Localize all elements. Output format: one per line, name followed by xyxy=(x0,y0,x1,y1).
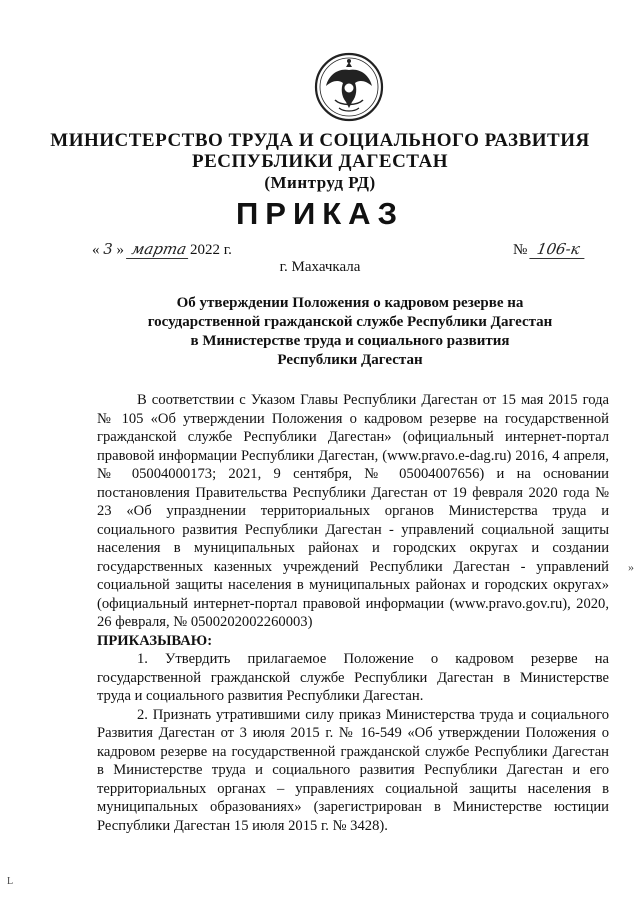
document-body xyxy=(97,391,609,835)
subject-line: в Министерстве труда и социального развития xyxy=(190,333,510,349)
order-item-2: 2. Признать утратившими силу приказ Министерства труда и социального Развития Дагестан от 3 июля 2015 г. № 16-549 «Об утверждении Положения о кадровом резерве на государственной гражданской службе Республики Дагестан в Министерстве труда и социального развития Республики Дагестан и его территориальных органах – управлениях социальной защиты населения в муниципальных образованиях» (зарегистрирован в Министерстве юстиции Республики Дагестан 15 июля 2015 г. № 3428). xyxy=(97,706,609,834)
order-word: ПРИКАЗЫВАЮ: xyxy=(97,632,213,649)
corner-mark: L xyxy=(7,876,14,887)
ministry-short-name: (Минтруд РД) xyxy=(264,173,376,192)
coat-of-arms-icon xyxy=(313,50,385,124)
date-month-handwritten: марта xyxy=(126,240,192,259)
date-year: 2022 г. xyxy=(189,242,232,258)
date-close-quote: » xyxy=(116,242,125,258)
number-prefix: № xyxy=(513,242,528,258)
document-type-title: ПРИКАЗ xyxy=(236,196,404,231)
preamble-paragraph: В соответствии с Указом Главы Республики Дагестан от 15 мая 2015 года № 105 «Об утверждении Положения о кадровом резерве на государственной гражданской службе Республики Дагестан» (официальный интернет-портал правовой информации Республики Дагестан, (www.pravo.e-dag.ru) 2016, 4 апреля, № 05004000173; 2021, 9 сентября, № 05004007656) и на основании постановления Правительства Республики Дагестан от 19 февраля 2020 года № 23 «Об упразднении территориальных органов Министерства труда и социального развития Республики Дагестан - управлений социальной защиты населения в муниципальных районах и городских округах и создании государственных казенных учреждений Республики Дагестан - управлений социальной защиты населения в муниципальных районах и городских округах» (официальный интернет-портал правовой информации (www.pravo.gov.ru), 2020, 26 февраля, № 0500202002260003) xyxy=(97,392,609,630)
margin-mark: » xyxy=(628,560,634,574)
subject-line: государственной гражданской службе Республики Дагестан xyxy=(147,314,553,330)
subject-line: Республики Дагестан xyxy=(277,352,423,368)
document-city: г. Махачкала xyxy=(279,259,361,275)
date-open-quote: « xyxy=(92,242,100,258)
document-subject xyxy=(100,294,600,370)
order-item-1: 1. Утвердить прилагаемое Положение о кадровом резерве на государственной гражданской службе Республики Дагестан в Министерстве труда и социального развития Республики Дагестан. xyxy=(97,651,609,704)
ministry-header xyxy=(0,130,640,193)
document-date xyxy=(92,240,232,259)
ministry-name-line2: РЕСПУБЛИКИ ДАГЕСТАН xyxy=(191,151,449,172)
ministry-name-line1: МИНИСТЕРСТВО ТРУДА И СОЦИАЛЬНОГО РАЗВИТИЯ xyxy=(50,130,590,151)
subject-line: Об утверждении Положения о кадровом резерве на xyxy=(176,295,524,311)
date-day-handwritten: 3 xyxy=(103,240,113,258)
number-handwritten: 106-к xyxy=(529,240,587,259)
document-number xyxy=(513,240,586,259)
